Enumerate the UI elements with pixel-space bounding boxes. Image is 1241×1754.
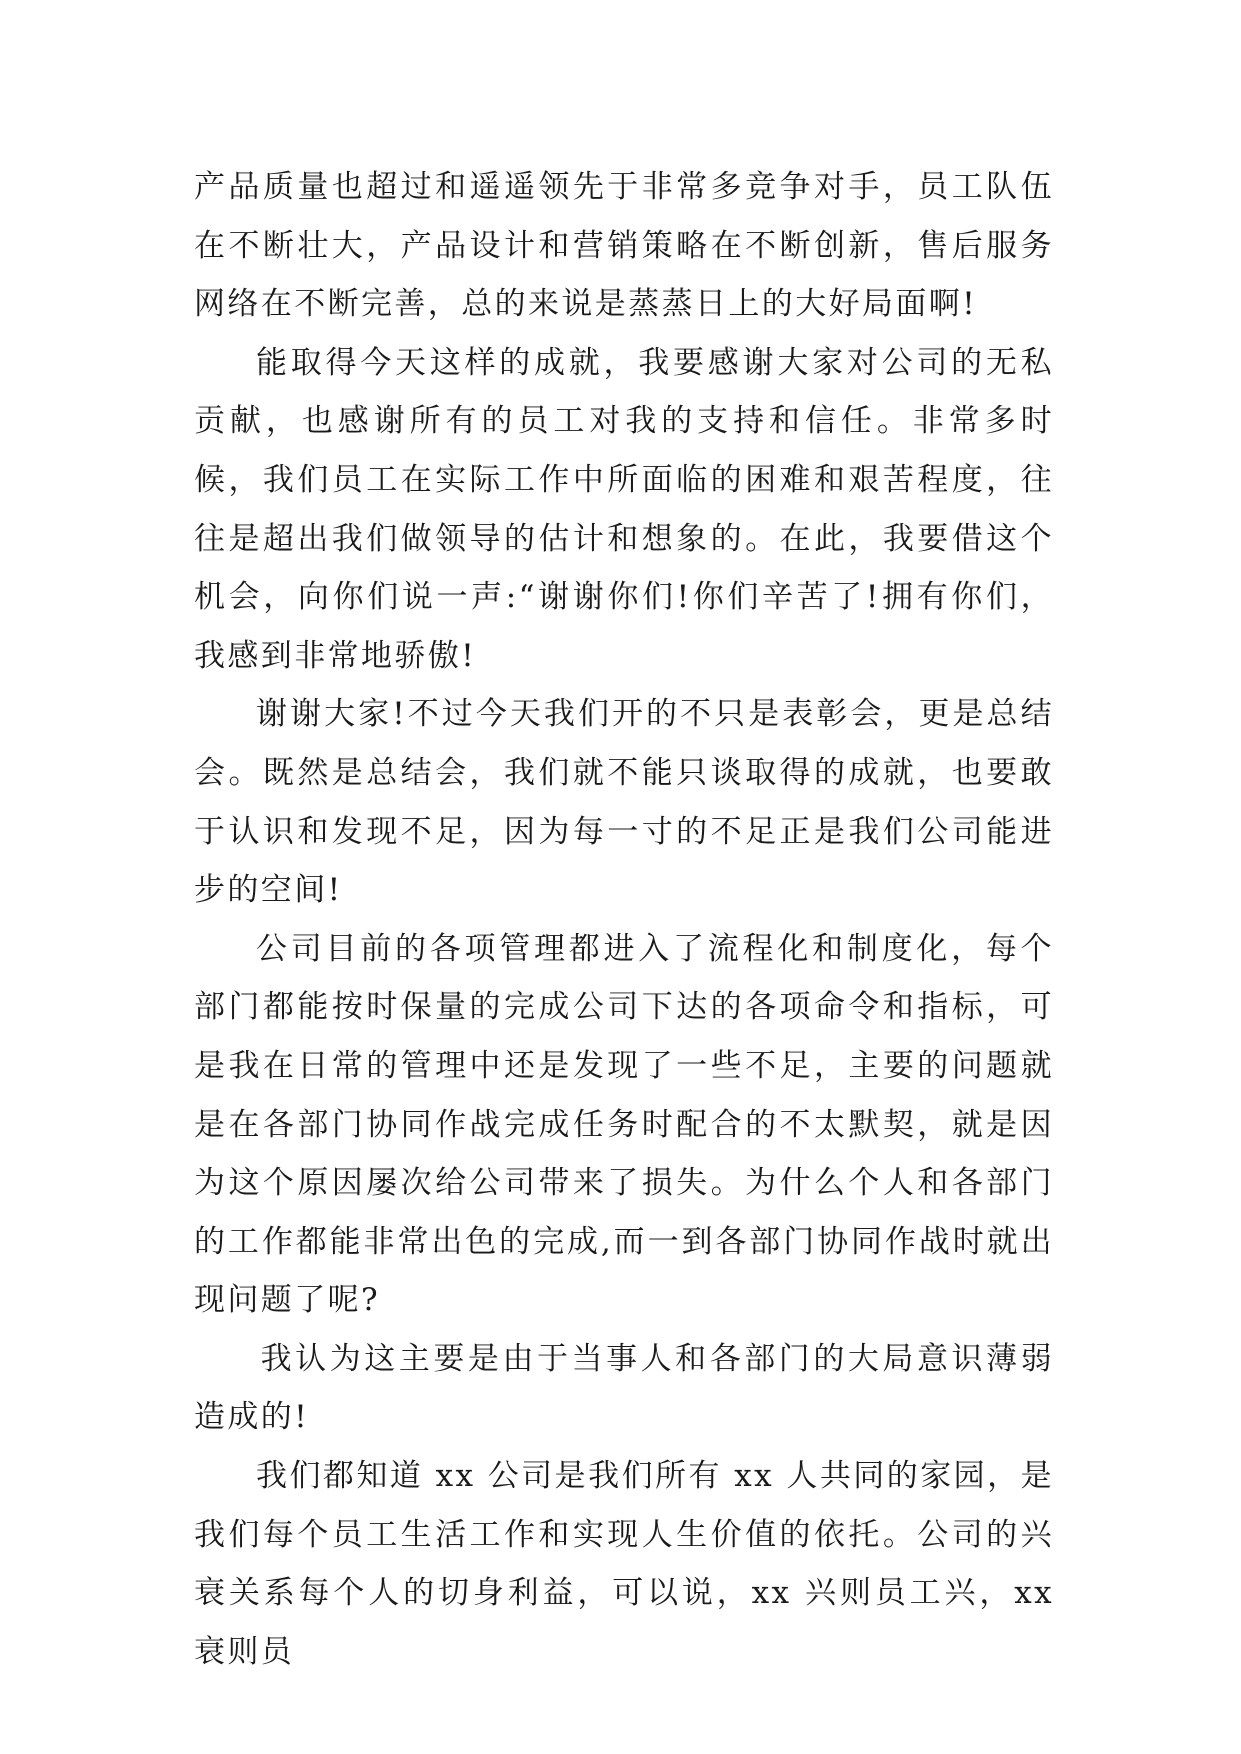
paragraph-1: 产品质量也超过和遥遥领先于非常多竞争对手，员工队伍在不断壮大，产品设计和营销策略在不断创新，售后服务网络在不断完善，总的来说是蒸蒸日上的大好局面啊! [194,169,1054,323]
paragraph-2: 能取得今天这样的成就，我要感谢大家对公司的无私贡献，也感谢所有的员工对我的支持和信任。非常多时候，我们员工在实际工作中所面临的困难和艰苦程度，往往是超出我们做领导的估计和想象的。在此，我要借这个机会，向你们说一声:“谢谢你们!你们辛苦了!拥有你们，我感到非常地骄傲! [194,344,1054,674]
paragraph-4: 公司目前的各项管理都进入了流程化和制度化，每个部门都能按时保量的完成公司下达的各项命令和指标，可是我在日常的管理中还是发现了一些不足，主要的问题就是在各部门协同作战完成任务时配合的不太默契，就是因为这个原因屡次给公司带来了损失。为什么个人和各部门的工作都能非常出色的完成,而一到各部门协同作战时就出现问题了呢? [194,930,1054,1319]
paragraph-3: 谢谢大家!不过今天我们开的不只是表彰会，更是总结会。既然是总结会，我们就不能只谈取得的成就，也要敢于认识和发现不足，因为每一寸的不足正是我们公司能进步的空间! [194,696,1054,909]
paragraph-6: 我们都知道 xx 公司是我们所有 xx 人共同的家园，是我们每个员工生活工作和实现人生价值的依托。公司的兴衰关系每个人的切身利益，可以说，xx 兴则员工兴，xx 衰则员 [194,1458,1054,1670]
paragraph-5: 我认为这主要是由于当事人和各部门的大局意识薄弱造成的! [194,1340,1054,1436]
document-body [194,158,1054,1681]
